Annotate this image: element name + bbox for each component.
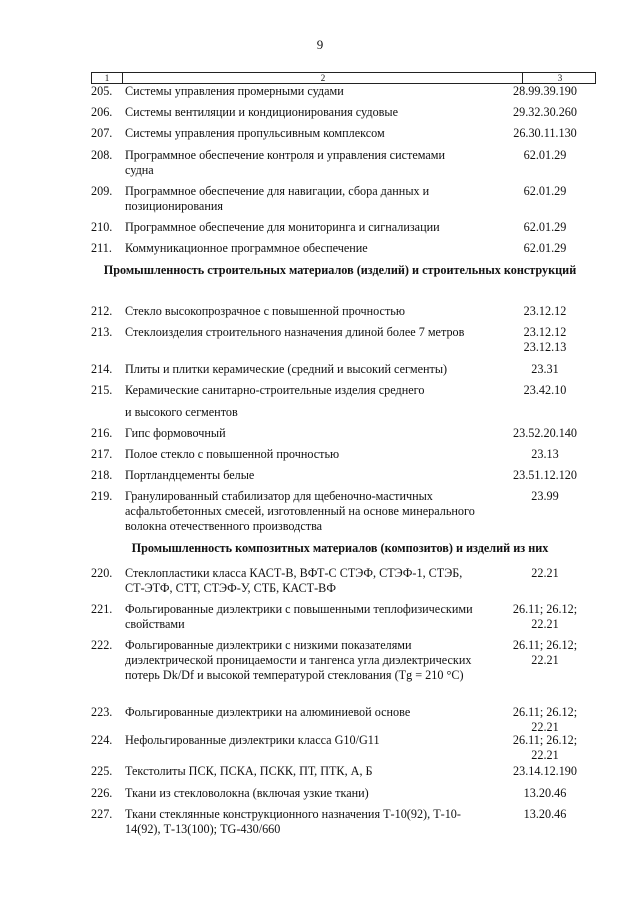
- row-code: 13.20.46: [523, 786, 567, 800]
- row-code: 26.30.11.130: [513, 126, 577, 140]
- row-code: 62.01.29: [523, 241, 567, 255]
- row-code: 28.99.39.190: [513, 84, 577, 98]
- row-number: 206.: [91, 105, 113, 119]
- row-number: 224.: [91, 733, 113, 747]
- row-number: 214.: [91, 362, 113, 376]
- row-name: Полое стекло с повышенной прочностью: [125, 447, 340, 461]
- row-number: 222.: [91, 638, 113, 652]
- row-name: Ткани из стекловолокна (включая узкие ткани): [125, 786, 369, 800]
- row-number: 226.: [91, 786, 113, 800]
- row-name: Стеклоизделия строительного назначения длиной более 7 метров: [125, 325, 465, 339]
- row-code: 26.11; 26.12; 22.21: [512, 638, 578, 667]
- row-code: 23.99: [531, 489, 559, 503]
- row-name: Программное обеспечение контроля и управления системами судна: [125, 148, 446, 177]
- row-number: 209.: [91, 184, 113, 198]
- row-name: Плиты и плитки керамические (средний и высокий сегменты): [125, 362, 448, 376]
- header-col-2: 2: [122, 73, 523, 83]
- row-name: и высокого сегментов: [125, 405, 238, 419]
- row-code: 62.01.29: [523, 184, 567, 198]
- row-number: 208.: [91, 148, 113, 162]
- row-code: 23.12.12: [523, 304, 567, 318]
- row-code: 23.14.12.190: [513, 764, 577, 778]
- row-number: 227.: [91, 807, 113, 821]
- row-name: Гранулированный стабилизатор для щебеночно-мастичных асфальтобетонных смесей, изготовленный на основе минерального волокна отечественного производства: [125, 489, 475, 533]
- row-number: 217.: [91, 447, 113, 461]
- row-number: 207.: [91, 126, 113, 140]
- row-code: 22.21: [531, 566, 559, 580]
- row-name: Коммуникационное программное обеспечение: [125, 241, 368, 255]
- row-number: 213.: [91, 325, 113, 339]
- row-number: 221.: [91, 602, 113, 616]
- row-number: 216.: [91, 426, 113, 440]
- row-number: 218.: [91, 468, 113, 482]
- row-code: 26.11; 26.12; 22.21: [512, 602, 578, 631]
- page-number: 9: [316, 37, 324, 52]
- table-header: [91, 72, 596, 84]
- section-heading: Промышленность композитных материалов (композитов) и изделий из них: [131, 541, 549, 555]
- header-col-3: 3: [522, 73, 597, 83]
- row-number: 211.: [91, 241, 112, 255]
- row-number: 220.: [91, 566, 113, 580]
- row-name: Керамические санитарно-строительные изделия среднего: [125, 383, 425, 397]
- row-name: Фольгированные диэлектрики с повышенными теплофизическими свойствами: [125, 602, 473, 631]
- row-code: 62.01.29: [523, 220, 567, 234]
- row-number: 210.: [91, 220, 113, 234]
- row-name: Гипс формовочный: [125, 426, 226, 440]
- row-number: 223.: [91, 705, 113, 719]
- row-name: Фольгированные диэлектрики с низкими показателями диэлектрической проницаемости и тангенса угла диэлектрических потерь Dk/Df и высокой температурой стеклования (Tg = 210 °C): [125, 638, 472, 682]
- row-code: 23.13: [531, 447, 559, 461]
- row-number: 212.: [91, 304, 113, 318]
- row-code: 23.12.12 23.12.13: [523, 325, 567, 354]
- row-name: Системы управления пропульсивным комплексом: [125, 126, 385, 140]
- row-code: 62.01.29: [523, 148, 567, 162]
- row-name: Портландцементы белые: [125, 468, 255, 482]
- row-name: Стеклопластики класса КАСТ-В, ВФТ-С СТЭФ, СТЭФ-1, СТЭБ, СТ-ЭТФ, СТТ, СТЭФ-У, СТБ, КАСТ-ВФ: [125, 566, 463, 595]
- row-code: 23.51.12.120: [513, 468, 577, 482]
- header-col-1: 1: [104, 73, 110, 83]
- row-code: 13.20.46: [523, 807, 567, 821]
- row-name: Программное обеспечение для мониторинга и сигнализации: [125, 220, 440, 234]
- row-number: 215.: [91, 383, 113, 397]
- row-number: 219.: [91, 489, 113, 503]
- row-code: 29.32.30.260: [513, 105, 577, 119]
- row-name: Системы вентиляции и кондиционирования судовые: [125, 105, 399, 119]
- row-code: 23.42.10: [523, 383, 567, 397]
- row-number: 205.: [91, 84, 113, 98]
- row-name: Текстолиты ПСК, ПСКА, ПСКК, ПТ, ПТК, А, Б: [125, 764, 373, 778]
- row-name: Стекло высокопрозрачное с повышенной прочностью: [125, 304, 405, 318]
- row-code: 26.11; 26.12; 22.21: [512, 705, 578, 734]
- row-name: Ткани стеклянные конструкционного назначения Т-10(92), Т-10-14(92), Т-13(100); TG-430/660: [125, 807, 461, 836]
- row-name: Системы управления промерными судами: [125, 84, 344, 98]
- row-code: 26.11; 26.12; 22.21: [512, 733, 578, 762]
- row-name: Программное обеспечение для навигации, сбора данных и позиционирования: [125, 184, 430, 213]
- section-heading: Промышленность строительных материалов (изделий) и строительных конструкций: [103, 263, 577, 277]
- row-name: Нефольгированные диэлектрики класса G10/G11: [125, 733, 380, 747]
- row-code: 23.52.20.140: [513, 426, 577, 440]
- row-number: 225.: [91, 764, 113, 778]
- row-name: Фольгированные диэлектрики на алюминиевой основе: [125, 705, 411, 719]
- row-code: 23.31: [531, 362, 559, 376]
